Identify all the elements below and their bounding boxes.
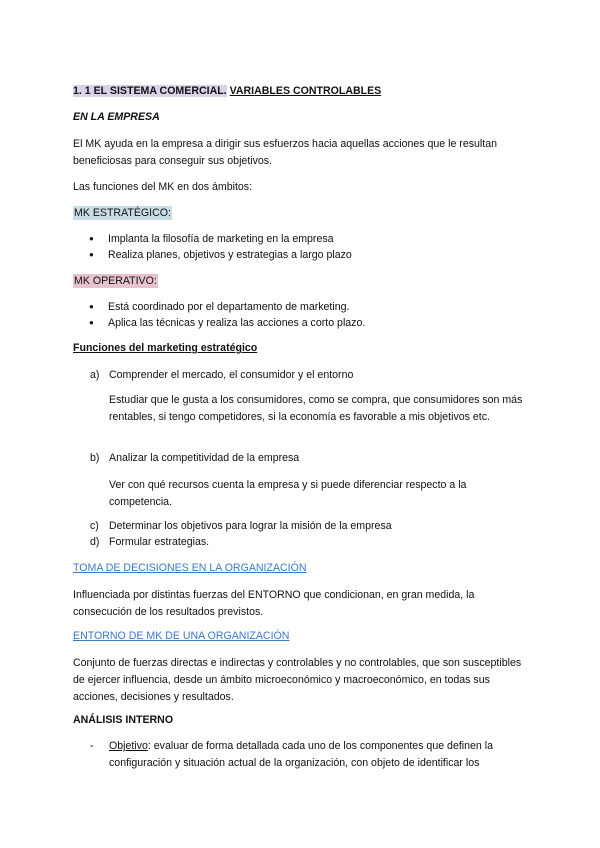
ordered-item-d bbox=[90, 534, 530, 551]
toma-decisiones-link[interactable]: TOMA DE DECISIONES EN LA ORGANIZACIÓN bbox=[73, 562, 307, 574]
mk-estrategico-list bbox=[73, 231, 528, 263]
section-title-topic: VARIABLES CONTROLABLES bbox=[229, 85, 382, 97]
funciones-estrategico-heading: Funciones del marketing estratégico bbox=[73, 342, 258, 354]
list-item-text bbox=[90, 738, 530, 772]
toma-decisiones-text: Influenciada por distintas fuerzas del ENTORNO que condicionan, en gran medida, la consecución de los resultados previstos. bbox=[73, 589, 475, 618]
entorno-text: Conjunto de fuerzas directas e indirectas y controlables y no controlables, que son susceptibles de ejercer influencia, desde un ámbito microeconómico y macroeconómico, en todas sus acciones, decisiones y resultados. bbox=[73, 657, 522, 703]
list-item-text: Comprender el mercado, el consumidor y el entorno bbox=[109, 369, 354, 381]
subtitle: EN LA EMPRESA bbox=[73, 111, 160, 123]
list-item: ● Implanta la filosofía de marketing en la empresa bbox=[73, 231, 528, 247]
ordered-item-a bbox=[90, 367, 530, 384]
ordered-item-c bbox=[90, 518, 530, 535]
list-marker: c) bbox=[90, 520, 99, 532]
entorno-link[interactable]: ENTORNO DE MK DE UNA ORGANIZACIÓN bbox=[73, 630, 290, 642]
list-marker: d) bbox=[90, 536, 100, 548]
funciones-intro: Las funciones del MK en dos ámbitos: bbox=[73, 181, 253, 193]
mk-estrategico-heading bbox=[73, 205, 528, 222]
mk-operativo-label: MK OPERATIVO: bbox=[74, 275, 157, 287]
section-title-number: 1. 1 EL SISTEMA COMERCIAL. bbox=[73, 85, 227, 97]
list-item: ● Realiza planes, objetivos y estrategias a largo plazo bbox=[73, 247, 528, 263]
list-item: ● Aplica las técnicas y realiza las acciones a corto plazo. bbox=[73, 315, 528, 331]
mk-operativo-list bbox=[73, 299, 528, 331]
ordered-item-b-detail: Ver con qué recursos cuenta la empresa y si puede diferenciar respecto a la competencia. bbox=[109, 479, 467, 508]
ordered-item-a-detail: Estudiar que le gusta a los consumidores, como se compra, que consumidores son más rentables, si tengo competidores, si la economía es favorable a mis objetivos etc. bbox=[109, 394, 523, 423]
list-marker: a) bbox=[90, 369, 100, 381]
list-item-text: Analizar la competitividad de la empresa bbox=[109, 452, 300, 464]
entorno-heading[interactable] bbox=[73, 628, 528, 645]
analisis-interno-item bbox=[90, 738, 530, 772]
mk-operativo-heading bbox=[73, 273, 528, 290]
section-title bbox=[73, 83, 528, 100]
objetivo-text: : evaluar de forma detallada cada uno de los componentes que definen la configuración y situación actual de la organización, con objeto de identificar los bbox=[109, 740, 493, 769]
toma-decisiones-heading[interactable] bbox=[73, 560, 528, 577]
objetivo-label: Objetivo bbox=[109, 740, 148, 752]
ordered-item-b bbox=[90, 450, 530, 467]
analisis-interno-heading: ANÁLISIS INTERNO bbox=[73, 714, 174, 726]
mk-estrategico-label: MK ESTRATÉGICO: bbox=[74, 207, 171, 219]
intro-paragraph: El MK ayuda en la empresa a dirigir sus esfuerzos hacia aquellas acciones que le resultan beneficiosas para conseguir sus objetivos. bbox=[73, 138, 497, 167]
list-item-text: Formular estrategias. bbox=[109, 536, 210, 548]
list-marker: - bbox=[90, 740, 94, 752]
list-item-text: Determinar los objetivos para lograr la misión de la empresa bbox=[109, 520, 392, 532]
list-marker: b) bbox=[90, 452, 100, 464]
list-item: ● Está coordinado por el departamento de marketing. bbox=[73, 299, 528, 315]
